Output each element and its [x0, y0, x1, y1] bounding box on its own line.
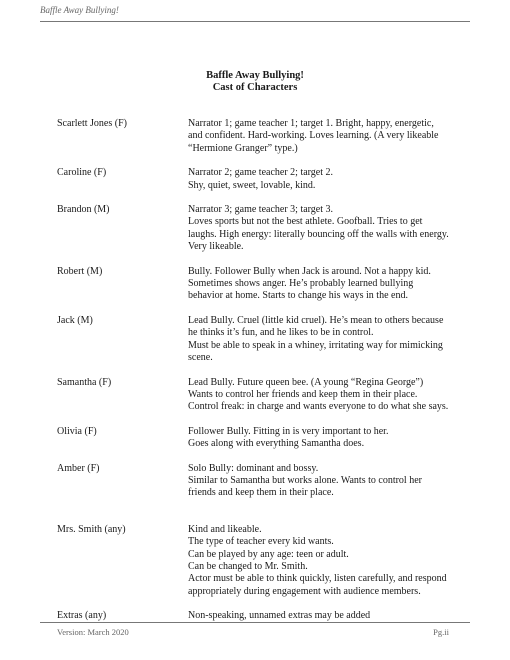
description-line: “Hermione Granger” type.) [188, 142, 298, 154]
description-line: Similar to Samantha but works alone. Wants to control her [188, 474, 422, 486]
character-name: Jack (M) [57, 314, 93, 326]
character-name: Scarlett Jones (F) [57, 118, 127, 129]
character-name: Mrs. Smith (any) [57, 523, 126, 535]
character-name: Caroline (F) [57, 167, 107, 179]
description-line: Narrator 3; game teacher 3; target 3. [188, 204, 334, 216]
footer [57, 627, 449, 637]
cast-entry [57, 315, 477, 365]
cast-entry [57, 266, 477, 303]
description-line: Lead Bully. Future queen bee. (A young “Regina George”) [188, 376, 424, 388]
character-name: Brandon (M) [57, 204, 110, 216]
cast-entry [57, 610, 477, 622]
cast-entry [57, 524, 477, 598]
description-line: scene. [188, 352, 213, 364]
character-name: Olivia (F) [57, 425, 97, 437]
description-line: Narrator 2; game teacher 2; target 2. [188, 167, 334, 179]
character-description [188, 524, 477, 598]
cast-entry [57, 426, 477, 451]
character-description [188, 315, 477, 365]
character-name: Samantha (F) [57, 376, 112, 388]
character-name: Amber (F) [57, 462, 100, 474]
description-line: behavior at home. Starts to change his ways in the end. [188, 290, 408, 302]
description-line: Must be able to speak in a whiney, irritating way for mimicking [188, 339, 443, 351]
description-line: Goes along with everything Samantha does. [188, 438, 365, 450]
cast-entry [57, 463, 477, 500]
description-line: Lead Bully. Cruel (little kid cruel). He’s mean to others because [188, 314, 444, 326]
description-line: Non-speaking, unnamed extras may be added [188, 610, 371, 622]
description-line: Control freak: in charge and wants everyone to do what she says. [188, 401, 449, 413]
page-title [0, 70, 510, 94]
header-divider [40, 21, 470, 22]
character-description [188, 204, 477, 254]
footer-divider [40, 622, 470, 623]
description-line: Actor must be able to think quickly, listen carefully, and respond [188, 573, 447, 585]
description-line: Shy, quiet, sweet, lovable, kind. [188, 179, 316, 191]
description-line: The type of teacher every kid wants. [188, 536, 334, 548]
description-line: Solo Bully: dominant and bossy. [188, 462, 319, 474]
character-name: Robert (M) [57, 265, 103, 277]
character-name: Extras (any) [57, 610, 107, 622]
description-line: Bully. Follower Bully when Jack is around. Not a happy kid. [188, 265, 431, 277]
description-line: and confident. Hard-working. Loves learning. (A very likeable [188, 130, 439, 142]
description-line: Wants to control her friends and keep them in their place. [188, 388, 418, 400]
description-line: Kind and likeable. [188, 523, 262, 535]
cast-entry [57, 118, 477, 155]
running-header: Baffle Away Bullying! [40, 5, 119, 15]
description-line: Follower Bully. Fitting in is very important to her. [188, 425, 389, 437]
cast-entry [57, 167, 477, 192]
description-line: appropriately during engagement with audience members. [188, 585, 421, 597]
description-line: friends and keep them in their place. [188, 487, 334, 499]
description-line: Sometimes shows anger. He’s probably learned bullying [188, 278, 414, 290]
character-description [188, 167, 477, 192]
cast-list [57, 118, 477, 623]
description-line: Can be changed to Mr. Smith. [188, 560, 308, 572]
cast-entry [57, 377, 477, 414]
character-description [188, 266, 477, 303]
description-line: laughs. High energy: literally bouncing off the walls with energy. [188, 228, 449, 240]
description-line: Very likeable. [188, 241, 244, 253]
character-description [188, 426, 477, 451]
character-description [188, 377, 477, 414]
version-label: Version: March 2020 [57, 627, 129, 637]
page-number: Pg.ii [433, 627, 449, 637]
description-line: Narrator 1; game teacher 1; target 1. Bright, happy, energetic, [188, 118, 434, 129]
character-description [188, 463, 477, 500]
description-line: he thinks it’s fun, and he likes to be in control. [188, 327, 374, 339]
cast-entry [57, 204, 477, 254]
character-description [188, 118, 477, 155]
character-description [188, 610, 477, 622]
description-line: Loves sports but not the best athlete. Goofball. Tries to get [188, 216, 423, 228]
description-line: Can be played by any age: teen or adult. [188, 548, 349, 560]
title-line-2: Cast of Characters [212, 82, 298, 93]
title-line-1: Baffle Away Bullying! [206, 70, 304, 81]
